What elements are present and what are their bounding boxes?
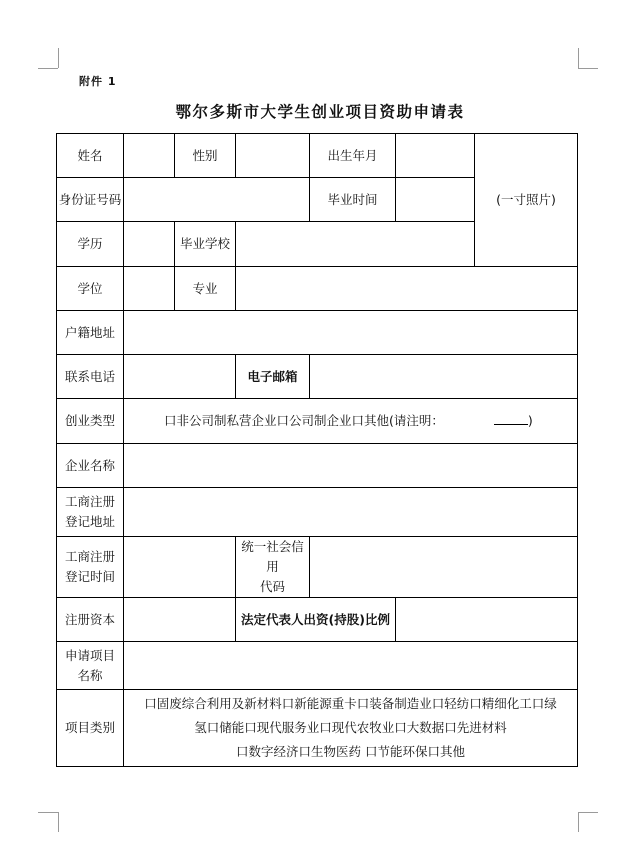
- birth-input[interactable]: [396, 134, 475, 178]
- row-reg-time: [57, 537, 578, 598]
- birth-label: 出生年月: [310, 134, 396, 178]
- crop-mark-top-left-v: [58, 48, 59, 68]
- credit-code-label-line2: 代码: [259, 579, 285, 594]
- row-household: [57, 311, 578, 355]
- gender-label: 性别: [175, 134, 236, 178]
- project-name-label-line1: 申请项目: [64, 647, 115, 663]
- school-label: 毕业学校: [175, 222, 236, 267]
- credit-code-label-line1: 统一社会信用: [241, 539, 304, 574]
- reg-address-label-line2: 登记地址: [64, 514, 115, 529]
- education-label: 学历: [57, 222, 124, 267]
- gender-input[interactable]: [236, 134, 310, 178]
- id-input[interactable]: [124, 178, 310, 222]
- email-input[interactable]: [310, 355, 578, 399]
- reg-address-label: [57, 488, 124, 537]
- legal-ratio-label: 法定代表人出资(持股)比例: [236, 598, 396, 642]
- capital-label: 注册资本: [57, 598, 124, 642]
- crop-mark-bottom-right-v: [578, 812, 579, 832]
- degree-label: 学位: [57, 267, 124, 311]
- household-label: 户籍地址: [57, 311, 124, 355]
- biz-type-label: 创业类型: [57, 399, 124, 444]
- phone-input[interactable]: [124, 355, 236, 399]
- category-label: 项目类别: [57, 690, 124, 767]
- credit-code-input[interactable]: [310, 537, 578, 598]
- biz-type-options[interactable]: [124, 399, 578, 444]
- project-name-label: [57, 642, 124, 690]
- crop-mark-top-right-h: [578, 68, 598, 69]
- major-input[interactable]: [236, 267, 578, 311]
- crop-mark-top-left-h: [38, 68, 58, 69]
- grad-time-input[interactable]: [396, 178, 475, 222]
- biz-type-close: ): [527, 413, 533, 428]
- row-category: [57, 690, 578, 767]
- row-degree: [57, 267, 578, 311]
- page-title: 鄂尔多斯市大学生创业项目资助申请表: [175, 103, 465, 121]
- credit-code-label: [236, 537, 310, 598]
- row-contact: [57, 355, 578, 399]
- company-name-label: 企业名称: [57, 444, 124, 488]
- application-form-table: [56, 133, 578, 767]
- reg-address-label-line1: 工商注册: [64, 494, 115, 509]
- crop-mark-bottom-left-v: [58, 812, 59, 832]
- reg-time-label: [57, 537, 124, 598]
- grad-time-label: 毕业时间: [310, 178, 396, 222]
- company-name-input[interactable]: [124, 444, 578, 488]
- row-project-name: [57, 642, 578, 690]
- category-line-1: 口固废综合利用及新材料口新能源重卡口装备制造业口轻纺口精细化工口绿: [144, 696, 557, 711]
- biz-type-other-blank[interactable]: [494, 412, 528, 425]
- crop-mark-top-right-v: [578, 48, 579, 68]
- row-capital: [57, 598, 578, 642]
- biz-type-text: 口非公司制私营企业口公司制企业口其他(请注明：: [164, 413, 444, 428]
- crop-mark-bottom-right-h: [578, 812, 598, 813]
- row-company-name: [57, 444, 578, 488]
- row-basic-info: [57, 134, 578, 178]
- reg-address-input[interactable]: [124, 488, 578, 537]
- name-label: 姓名: [57, 134, 124, 178]
- row-reg-address: [57, 488, 578, 537]
- attachment-label: 附件 1: [79, 75, 117, 88]
- project-name-label-line2: 名称: [77, 667, 103, 683]
- category-options[interactable]: [124, 690, 578, 767]
- category-line-3: 口数字经济口生物医药 口节能环保口其他: [236, 744, 465, 759]
- category-line-2: 氢口储能口现代服务业口现代农牧业口大数据口先进材料: [194, 720, 507, 735]
- major-label: 专业: [175, 267, 236, 311]
- school-input[interactable]: [236, 222, 475, 267]
- name-input[interactable]: [124, 134, 175, 178]
- email-label: 电子邮箱: [236, 355, 310, 399]
- degree-input[interactable]: [124, 267, 175, 311]
- row-biz-type: [57, 399, 578, 444]
- reg-time-label-line1: 工商注册: [64, 549, 115, 564]
- photo-box[interactable]: (一寸照片): [475, 134, 578, 267]
- id-label: 身份证号码: [57, 178, 124, 222]
- phone-label: 联系电话: [57, 355, 124, 399]
- reg-time-input[interactable]: [124, 537, 236, 598]
- education-input[interactable]: [124, 222, 175, 267]
- project-name-input[interactable]: [124, 642, 578, 690]
- crop-mark-bottom-left-h: [38, 812, 58, 813]
- legal-ratio-input[interactable]: [396, 598, 578, 642]
- household-input[interactable]: [124, 311, 578, 355]
- reg-time-label-line2: 登记时间: [64, 569, 115, 584]
- capital-input[interactable]: [124, 598, 236, 642]
